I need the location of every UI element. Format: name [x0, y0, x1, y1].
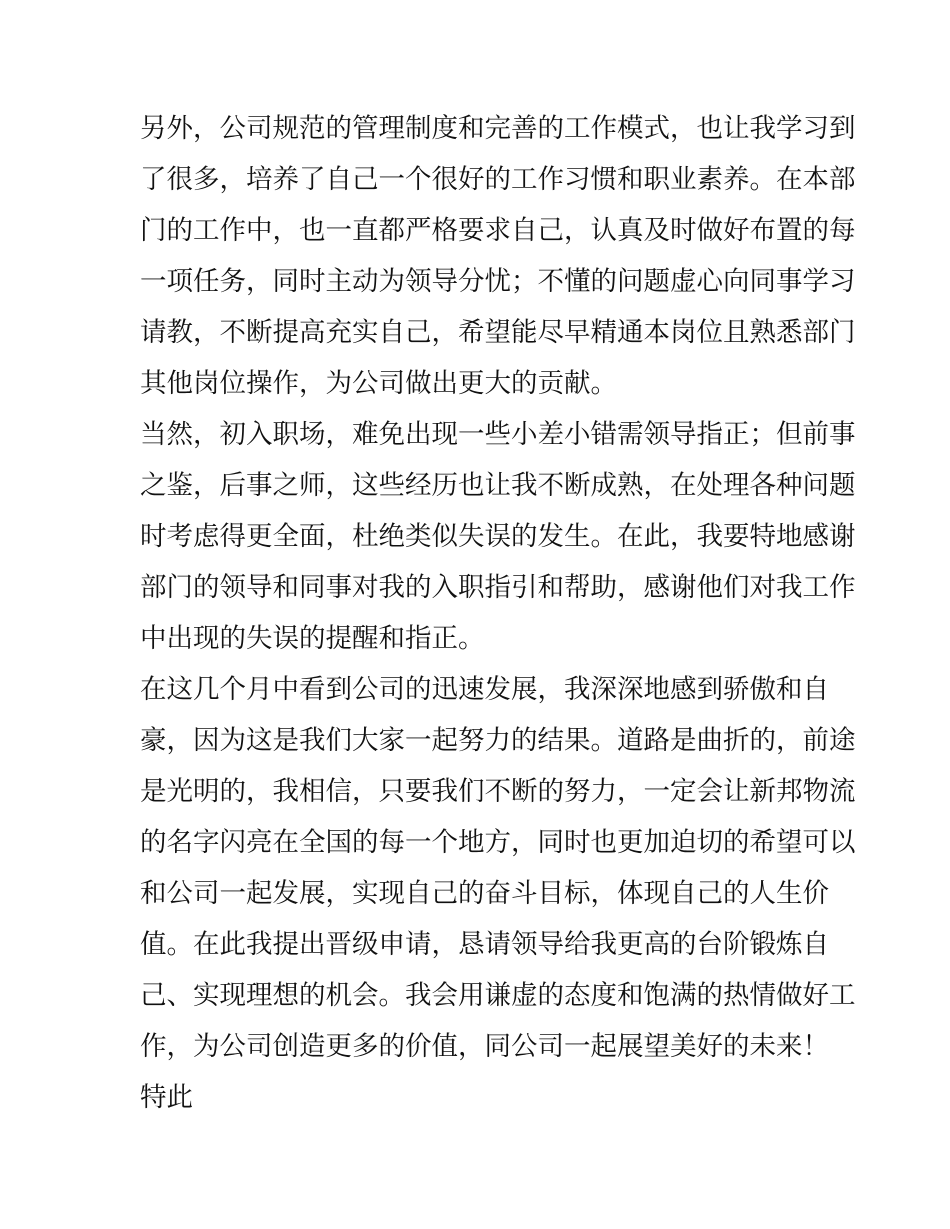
text-line: 之鉴，后事之师，这些经历也让我不断成熟，在处理各种问题 — [140, 470, 856, 501]
text-line: 了很多，培养了自己一个很好的工作习惯和职业素养。在本部 — [140, 164, 856, 195]
text-line: 作，为公司创造更多的价值，同公司一起展望美好的未来！ — [140, 1031, 829, 1062]
text-line: 豪，因为这是我们大家一起努力的结果。道路是曲折的，前途 — [140, 725, 856, 756]
text-line: 其他岗位操作，为公司做出更大的贡献。 — [140, 368, 617, 399]
text-line: 另外，公司规范的管理制度和完善的工作模式，也让我学习到 — [140, 113, 856, 144]
text-line: 门的工作中，也一直都严格要求自己，认真及时做好布置的每 — [140, 215, 856, 246]
text-line: 和公司一起发展，实现自己的奋斗目标，体现自己的人生价 — [140, 878, 829, 909]
text-line: 值。在此我提出晋级申请，恳请领导给我更高的台阶锻炼自 — [140, 929, 829, 960]
text-line: 当然，初入职场，难免出现一些小差小错需领导指正；但前事 — [140, 419, 856, 450]
text-line: 请教，不断提高充实自己，希望能尽早精通本岗位且熟悉部门 — [140, 317, 856, 348]
text-line: 中出现的失误的提醒和指正。 — [140, 623, 485, 654]
body-text — [140, 103, 856, 1123]
text-line: 在这几个月中看到公司的迅速发展，我深深地感到骄傲和自 — [140, 674, 829, 705]
text-line: 一项任务，同时主动为领导分忧；不懂的问题虚心向同事学习 — [140, 266, 856, 297]
text-line: 时考虑得更全面，杜绝类似失误的发生。在此，我要特地感谢 — [140, 521, 856, 552]
text-line: 特此 — [140, 1082, 193, 1113]
text-line: 部门的领导和同事对我的入职指引和帮助，感谢他们对我工作 — [140, 572, 856, 603]
text-line: 的名字闪亮在全国的每一个地方，同时也更加迫切的希望可以 — [140, 827, 856, 858]
text-line: 己、实现理想的机会。我会用谦虚的态度和饱满的热情做好工 — [140, 980, 856, 1011]
text-line: 是光明的，我相信，只要我们不断的努力，一定会让新邦物流 — [140, 776, 856, 807]
